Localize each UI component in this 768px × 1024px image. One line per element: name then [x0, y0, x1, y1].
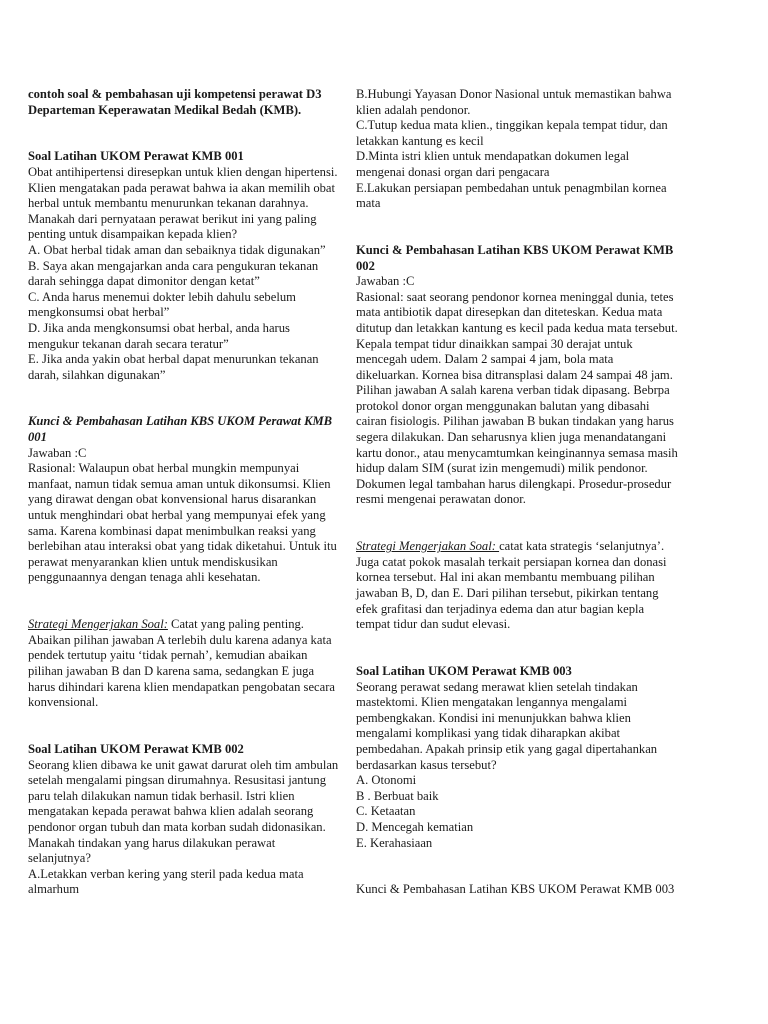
question-2-option-c: C.Tutup kedua mata klien., tinggikan kepala tempat tidur, dan letakkan kantung es kecil	[356, 118, 668, 148]
strategy-1-text: Catat yang paling penting. Abaikan pilihan jawaban A terlebih dulu karena adanya kata pendek tertutup yaitu ‘tidak pernah’, kemudian abaikan pilihan jawaban B dan D karena sama, sedangkan E juga harus dihindari karena klien mendapatkan pengobatan secara konvensional.	[28, 617, 336, 710]
document-intro: contoh soal & pembahasan uji kompetensi perawat D3 Departeman Keperawatan Medikal Bedah (KMB).	[28, 87, 322, 117]
right-column	[356, 87, 678, 898]
answer-2-strategy	[356, 539, 678, 633]
question-3-title: Soal Latihan UKOM Perawat KMB 003	[356, 663, 572, 678]
question-1-title: Soal Latihan UKOM Perawat KMB 001	[28, 149, 244, 164]
strategy-1-label: Strategi Mengerjakan Soal:	[28, 617, 168, 632]
question-2-option-e: E.Lakukan persiapan pembedahan untuk penagmbilan kornea mata	[356, 180, 667, 211]
question-2-option-b: B.Hubungi Yayasan Donor Nasional untuk memastikan bahwa klien adalah pendonor.	[356, 87, 672, 117]
question-2-title: Soal Latihan UKOM Perawat KMB 002	[28, 741, 244, 756]
answer-2-key: Jawaban :C	[356, 274, 415, 289]
question-3-option-e: E. Kerahasiaan	[356, 835, 433, 850]
question-2-option-d: D.Minta istri klien untuk mendapatkan dokumen legal mengenai donasi organ dari pengacara	[356, 149, 630, 179]
question-3-option-b: B . Berbuat baik	[356, 788, 439, 803]
answer-3-title: Kunci & Pembahasan Latihan KBS UKOM Perawat KMB 003	[356, 882, 675, 897]
answer-1-title: Kunci & Pembahasan Latihan KBS UKOM Perawat KMB 001	[28, 414, 333, 445]
question-1-option-a: A. Obat herbal tidak aman dan sebaiknya tidak digunakan”	[28, 242, 326, 257]
question-1-option-c: C. Anda harus menemui dokter lebih dahulu sebelum mengkonsumsi obat herbal”	[28, 289, 296, 320]
question-1-option-d: D. Jika anda mengkonsumsi obat herbal, anda harus mengukur tekanan darah secara teratur”	[28, 320, 290, 351]
answer-1-strategy	[28, 617, 340, 711]
answer-2-title: Kunci & Pembahasan Latihan KBS UKOM Perawat KMB 002	[356, 242, 674, 273]
answer-2-rationale: Rasional: saat seorang pendonor kornea meninggal dunia, tetes mata antibiotik dapat diresepkan dan diteteskan. Kedua mata ditutup dan letakkan kantung es kecil pada kedua mata tersebut. Kepala tempat tidur dinaikkan sampai 30 derajat untuk mencegah udem. Dalam 2 sampai 4 jam, bola mata dikeluarkan. Kornea bisa ditransplasi dalam 24 sampai 48 jam. Pilihan jawaban A salah karena verban tidak dipasang. Bebrpa protokol donor organ menggunakan balutan yang dibasahi cairan fisiologis. Pilihan jawaban B bukan tindakan yang harus segera dilakukan. Dan seharusnya klien juga menandatangani kartu donor., atau menycamtumkan keinginannya semasa masih hidup dalam SIM (surat izin mengemudi) milik pendonor. Dokumen legal tambahan harus dilengkapi. Prosedur-prosedur resmi mengenai perawatan donor.	[356, 289, 678, 507]
question-2-option-a: A.Letakkan verban kering yang steril pada kedua mata almarhum	[28, 866, 304, 897]
question-1-option-e: E. Jika anda yakin obat herbal dapat menurunkan tekanan darah, silahkan digunakan”	[28, 352, 319, 382]
answer-1-rationale: Rasional: Walaupun obat herbal mungkin mempunyai manfaat, namun tidak semua aman untuk dikonsumsi. Klien yang dirawat dengan obat konvensional harus disarankan untuk menghindari obat herbal yang mempunyai efek yang sama. Karena kombinasi dapat menimbulkan reaksi yang berlebihan atau interaksi obat yang tidak diketahui. Untuk itu perawat menyarankan klien untuk mendiskusikan penggunaannya dengan tenaga ahli kesehatan.	[28, 461, 337, 585]
strategy-2-label: Strategi Mengerjakan Soal:	[356, 539, 500, 554]
question-3-option-d: D. Mencegah kematian	[356, 819, 474, 834]
question-3-option-c: C. Ketaatan	[356, 804, 416, 819]
question-3-option-a: A. Otonomi	[356, 773, 417, 788]
question-2-stem: Seorang klien dibawa ke unit gawat darurat oleh tim ambulan setelah mengalami pingsan dirumahnya. Resusitasi jantung paru telah dilakukan namun tidak berhasil. Istri klien mengatakan kepada perawat bahwa klien adalah seorang pendonor organ tubuh dan mata korban sudah didonasikan. Manakah tindakan yang harus dilakukan perawat selanjutnya?	[28, 757, 339, 866]
left-column	[28, 87, 340, 898]
question-3-stem: Seorang perawat sedang merawat klien setelah tindakan mastektomi. Klien mengatakan lengannya mengalami pembengkakan. Kondisi ini menunjukkan bahwa klien mengalami komplikasi yang tidak diharapkan akibat pembedahan. Apakah prinsip etik yang gagal dipertahankan berdasarkan kasus tersebut?	[356, 679, 658, 772]
question-1-option-b: B. Saya akan mengajarkan anda cara pengukuran tekanan darah sehingga dapat dimonitor dengan ketat”	[28, 258, 319, 289]
strategy-2-text: catat kata strategis ‘selanjutnya’. Juga catat pokok masalah terkait persiapan kornea dan donasi kornea tersebut. Hal ini akan membantu membuang pilihan jawaban B, D, dan E. Dari pilihan tersebut, pikirkan tentang efek grafitasi dan terjadinya edema dan atur bagian kepla tempat tidur dan sudut elevasi.	[356, 539, 667, 632]
answer-1-key: Jawaban :C	[28, 445, 87, 460]
question-1-stem: Obat antihipertensi diresepkan untuk klien dengan hipertensi. Klien mengatakan pada perawat bahwa ia akan memilih obat herbal untuk membantu menurunkan tekanan darahnya. Manakah dari pernyataan perawat berikut ini yang paling penting untuk disampaikan kepada klien?	[28, 164, 338, 242]
